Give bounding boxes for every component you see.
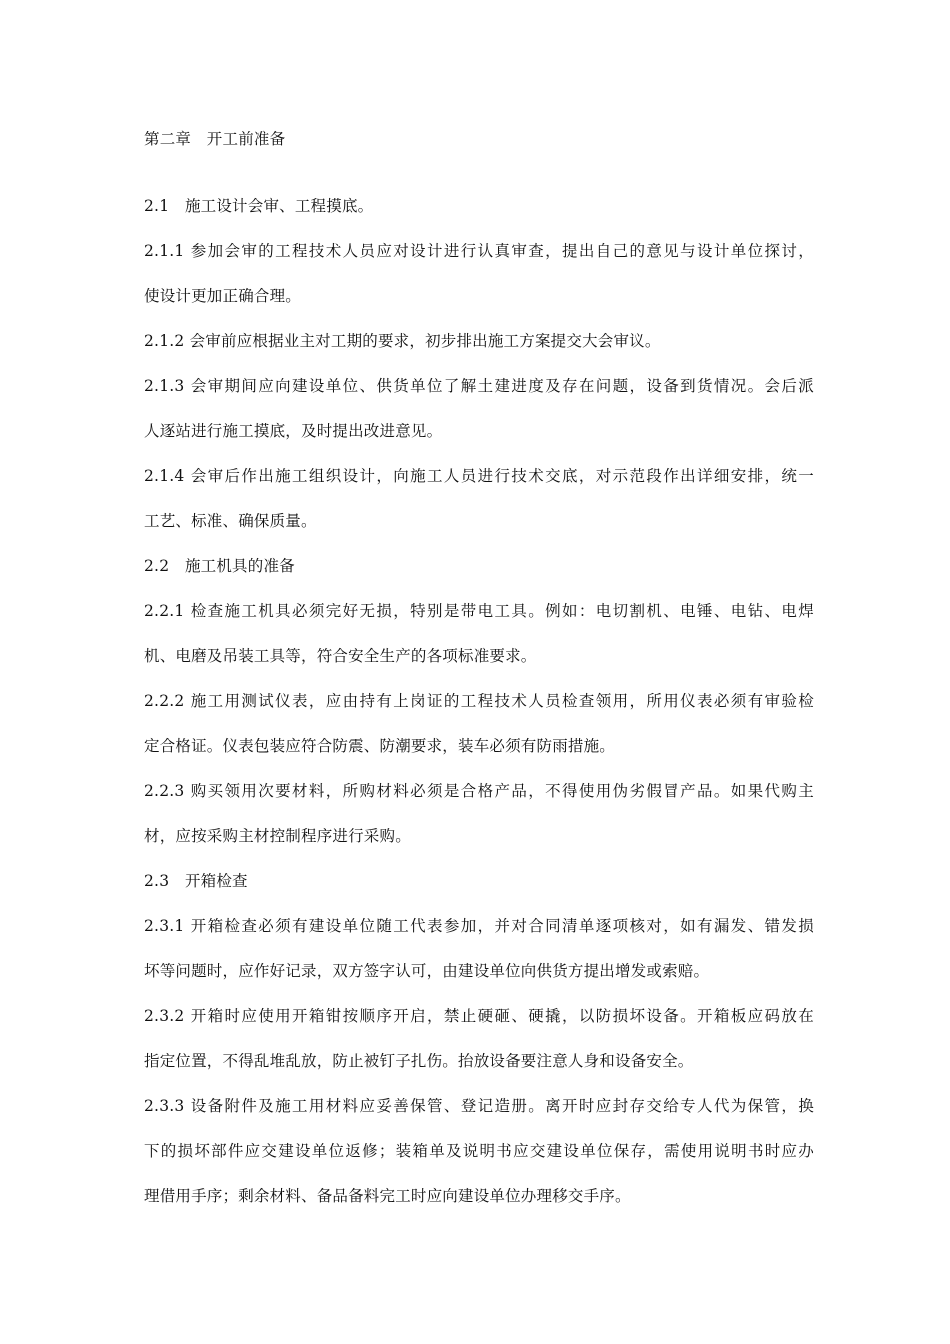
paragraph-line: 人逐站进行施工摸底，及时提出改进意见。: [144, 422, 443, 440]
paragraph-line: 使设计更加正确合理。: [144, 287, 302, 305]
paragraph-line: 指定位置，不得乱堆乱放，防止被钉子扎伤。抬放设备要注意人身和设备安全。: [144, 1052, 694, 1070]
paragraph-line: 2.3.2 开箱时应使用开箱钳按顺序开启，禁止硬砸、硬撬，以防损坏设备。开箱板应码放在: [144, 1007, 814, 1025]
paragraph-line: 理借用手序；剩余材料、备品备料完工时应向建设单位办理移交手序。: [144, 1187, 631, 1205]
chapter-title: 第二章 开工前准备: [144, 130, 286, 148]
paragraph-line: 下的损坏部件应交建设单位返修；装箱单及说明书应交建设单位保存，需使用说明书时应办: [144, 1142, 814, 1160]
paragraph-line: 2.1.2 会审前应根据业主对工期的要求，初步排出施工方案提交大会审议。: [144, 332, 661, 350]
paragraph-line: 2.1.4 会审后作出施工组织设计，向施工人员进行技术交底，对示范段作出详细安排，统一: [144, 467, 814, 485]
paragraph-line: 材，应按采购主材控制程序进行采购。: [144, 827, 411, 845]
paragraph-line: 2.2.3 购买领用次要材料，所购材料必须是合格产品，不得使用伪劣假冒产品。如果代购主: [144, 782, 814, 800]
paragraph-line: 2.1.1 参加会审的工程技术人员应对设计进行认真审查，提出自己的意见与设计单位探讨，: [144, 242, 814, 260]
paragraph-line: 机、电磨及吊装工具等，符合安全生产的各项标准要求。: [144, 647, 537, 665]
section-heading-2-1: 2.1 施工设计会审、工程摸底。: [144, 197, 374, 215]
paragraph-line: 2.2.2 施工用测试仪表，应由持有上岗证的工程技术人员检查领用，所用仪表必须有审验检: [144, 692, 814, 710]
section-heading-2-2: 2.2 施工机具的准备: [144, 557, 295, 575]
section-heading-2-3: 2.3 开箱检查: [144, 872, 248, 890]
paragraph-line: 2.3.3 设备附件及施工用材料应妥善保管、登记造册。离开时应封存交给专人代为保管，换: [144, 1097, 814, 1115]
paragraph-line: 2.3.1 开箱检查必须有建设单位随工代表参加，并对合同清单逐项核对，如有漏发、错发损: [144, 917, 814, 935]
paragraph-line: 2.1.3 会审期间应向建设单位、供货单位了解土建进度及存在问题，设备到货情况。会后派: [144, 377, 814, 395]
paragraph-line: 工艺、标准、确保质量。: [144, 512, 317, 530]
paragraph-line: 定合格证。仪表包装应符合防震、防潮要求，装车必须有防雨措施。: [144, 737, 616, 755]
paragraph-line: 坏等问题时，应作好记录，双方签字认可，由建设单位向供货方提出增发或索赔。: [144, 962, 710, 980]
paragraph-line: 2.2.1 检查施工机具必须完好无损，特别是带电工具。例如：电切割机、电锤、电钻、电焊: [144, 602, 814, 620]
